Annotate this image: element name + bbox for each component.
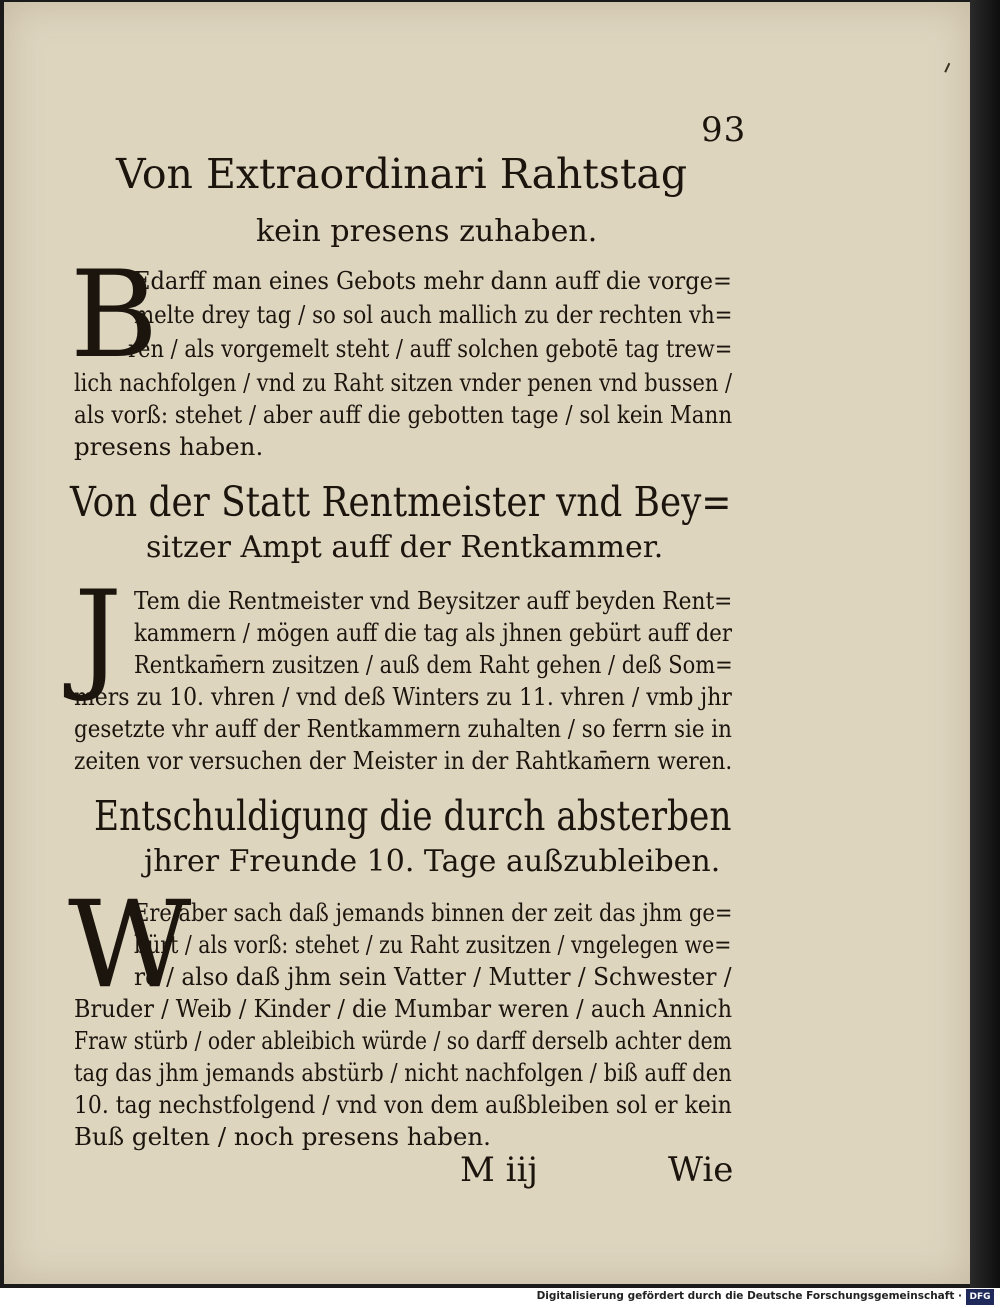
section-2-initial: J xyxy=(74,566,123,705)
footer-text: Digitalisierung gefördert durch die Deutsche Forschungsgemeinschaft · xyxy=(536,1290,962,1302)
section-1-line: lich nachfolgen / vnd zu Raht sitzen vnder penen vnd bussen / xyxy=(74,368,733,397)
section-3-line: Buß gelten / noch presens haben. xyxy=(74,1122,491,1151)
ink-mark xyxy=(944,63,955,75)
section-3-line: Fraw stürb / oder ableibich würde / so darff derselb achter dem xyxy=(74,1026,732,1055)
section-3-subtitle: jhrer Freunde 10. Tage außzubleiben. xyxy=(144,844,721,879)
section-3-initial: W xyxy=(68,876,192,1015)
digitization-footer xyxy=(0,1288,1000,1308)
section-1-line: ren / als vorgemelt steht / auff solchen gebotē tag trew= xyxy=(128,334,733,363)
section-3-title: Entschuldigung die durch absterben xyxy=(94,792,732,840)
section-1-subtitle: kein presens zuhaben. xyxy=(256,214,598,249)
section-1-line: melte drey tag / so sol auch mallich zu der rechten vh= xyxy=(134,300,733,329)
dfg-logo: DFG xyxy=(966,1289,994,1305)
section-2-line: kammern / mögen auff die tag als jhnen gebürt auff der xyxy=(134,618,732,647)
section-2-line: mers zu 10. vhren / vnd deß Winters zu 11. vhren / vmb jhr xyxy=(74,682,732,711)
section-2-line: Rentkam̄ern zusitzen / auß dem Raht gehen / deß Som= xyxy=(134,650,733,679)
book-page xyxy=(4,2,970,1284)
section-2-line: gesetzte vhr auff der Rentkammern zuhalten / so ferrn sie in xyxy=(74,714,732,743)
section-1-line: als vorß: stehet / aber auff die gebotten tage / sol kein Mann xyxy=(74,400,733,429)
section-2-line: zeiten vor versuchen der Meister in der Rahtkam̄ern weren. xyxy=(74,746,733,775)
page-number: 93 xyxy=(701,110,747,150)
section-3-line: tag das jhm jemands abstürb / nicht nachfolgen / biß auff den xyxy=(74,1058,732,1087)
section-3-line: Bruder / Weib / Kinder / die Mumbar weren / auch Annich xyxy=(74,994,733,1023)
signature-mark: M iij xyxy=(460,1150,538,1190)
section-2-subtitle: sitzer Ampt auff der Rentkammer. xyxy=(146,530,664,565)
section-1-title: Von Extraordinari Rahtstag xyxy=(116,150,688,198)
section-1-initial: B xyxy=(70,246,159,385)
section-3-line: Ere aber sach daß jemands binnen der zeit das jhm ge= xyxy=(134,898,733,927)
section-3-line: bürt / als vorß: stehet / zu Raht zusitzen / vngelegen we= xyxy=(134,930,732,959)
section-1-line: presens haben. xyxy=(74,432,264,461)
section-2-line: Tem die Rentmeister vnd Beysitzer auff beyden Rent= xyxy=(134,586,733,615)
book-edge xyxy=(970,0,1000,1288)
section-2-title: Von der Statt Rentmeister vnd Bey= xyxy=(70,478,732,526)
section-3-line: 10. tag nechstfolgend / vnd von dem außbleiben sol er kein xyxy=(74,1090,732,1119)
catchword: Wie xyxy=(668,1150,734,1190)
section-3-line: re / also daß jhm sein Vatter / Mutter / Schwester / xyxy=(134,962,732,991)
section-1-line: Edarff man eines Gebots mehr dann auff die vorge= xyxy=(134,266,732,295)
